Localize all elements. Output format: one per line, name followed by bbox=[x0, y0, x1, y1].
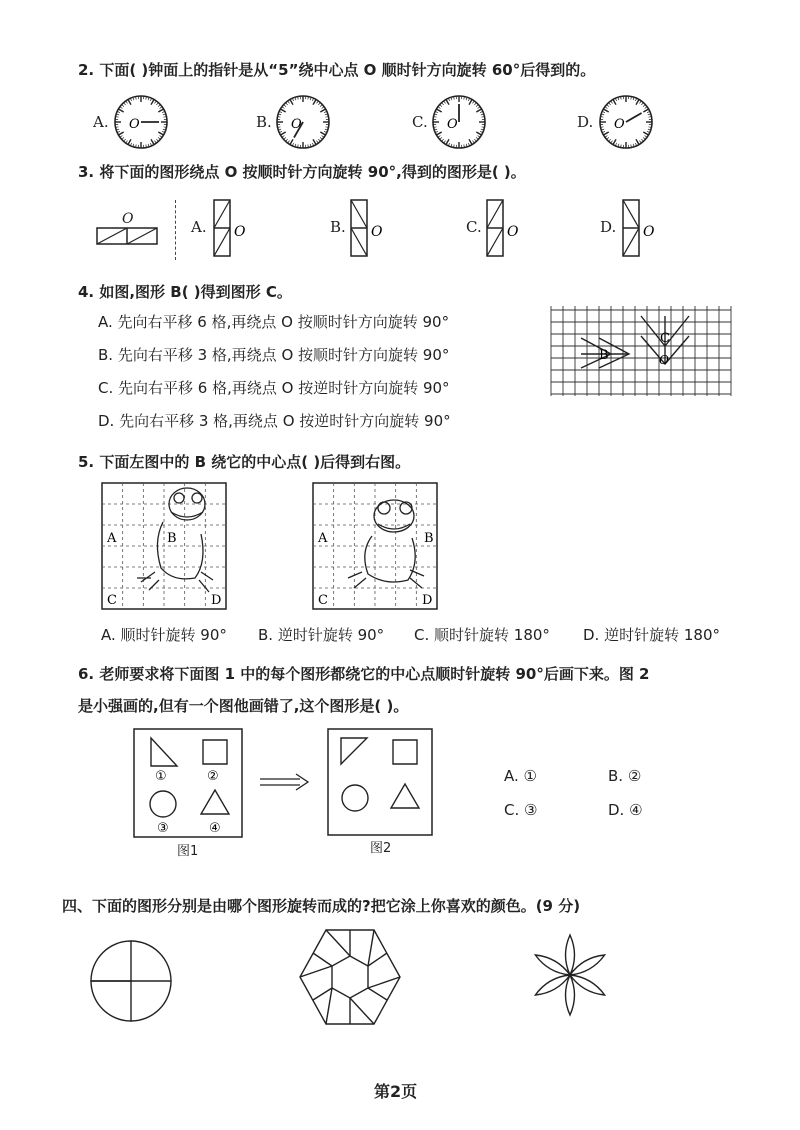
q2-option-a-label: A. bbox=[93, 113, 109, 131]
q2-stem: 2. 下面( )钟面上的指针是从“5”绕中心点 O 顺时针方向旋转 60°后得到的。 bbox=[78, 61, 596, 79]
clock-center-label: O bbox=[447, 117, 458, 132]
q3-option-b-figure[interactable] bbox=[349, 198, 385, 260]
q6-marker-2: ② bbox=[207, 769, 219, 784]
q6-option-a[interactable]: A. ① bbox=[504, 767, 537, 785]
q4-c-label: C bbox=[660, 331, 670, 346]
q6-figure-2 bbox=[327, 728, 433, 836]
clock-center-label: O bbox=[614, 117, 625, 132]
q3-option-d-figure[interactable] bbox=[621, 198, 657, 260]
q4-b-label: B bbox=[599, 348, 609, 363]
hexagon-pinwheel-figure[interactable] bbox=[296, 928, 404, 1026]
q3-option-a-figure[interactable] bbox=[212, 198, 248, 260]
q4-o-label: O bbox=[659, 353, 669, 367]
clock-hand bbox=[626, 113, 642, 122]
q4-option-c[interactable]: C. 先向右平移 6 格,再绕点 O 按逆时针方向旋转 90° bbox=[98, 379, 450, 397]
q5-option-c[interactable]: C. 顺时针旋转 180° bbox=[414, 626, 550, 644]
q3-option-c-figure[interactable] bbox=[485, 198, 521, 260]
q6-figure-1 bbox=[133, 728, 243, 838]
q2-option-c-label: C. bbox=[412, 113, 428, 131]
q4-option-d[interactable]: D. 先向右平移 3 格,再绕点 O 按逆时针方向旋转 90° bbox=[98, 412, 451, 430]
q5-right-label-c: C bbox=[318, 593, 328, 608]
svg-text:O: O bbox=[371, 224, 383, 240]
q3-option-a-label: A. bbox=[191, 218, 207, 236]
flower-figure[interactable] bbox=[530, 930, 610, 1020]
q6-marker-1: ① bbox=[155, 769, 167, 784]
page-number: 第2页 bbox=[374, 1082, 418, 1101]
q5-option-b[interactable]: B. 逆时针旋转 90° bbox=[258, 626, 385, 644]
section4-heading: 四、下面的图形分别是由哪个图形旋转而成的?把它涂上你喜欢的颜色。(9 分) bbox=[62, 897, 581, 915]
q6-stem-line2: 是小强画的,但有一个图他画错了,这个图形是( )。 bbox=[78, 697, 409, 715]
q2-option-b-label: B. bbox=[256, 113, 272, 131]
frog-icon-right bbox=[348, 500, 424, 588]
q6-marker-4: ④ bbox=[209, 821, 221, 836]
clock-c-icon[interactable] bbox=[430, 93, 488, 151]
q5-right-grid bbox=[312, 482, 438, 610]
q6-marker-3: ③ bbox=[157, 821, 169, 836]
q5-right-label-b: B bbox=[424, 531, 434, 546]
q6-fig1-caption: 图1 bbox=[177, 844, 199, 859]
q3-divider bbox=[175, 200, 176, 260]
clock-d-icon[interactable] bbox=[597, 93, 655, 151]
q5-stem: 5. 下面左图中的 B 绕它的中心点( )后得到右图。 bbox=[78, 453, 411, 471]
q5-left-label-d: D bbox=[211, 593, 222, 608]
clock-a-icon[interactable] bbox=[112, 93, 170, 151]
q5-option-d[interactable]: D. 逆时针旋转 180° bbox=[583, 626, 720, 644]
q3-option-b-label: B. bbox=[330, 218, 346, 236]
q6-option-d[interactable]: D. ④ bbox=[608, 801, 643, 819]
q5-left-grid bbox=[101, 482, 227, 610]
q3-option-c-label: C. bbox=[466, 218, 482, 236]
q6-option-c[interactable]: C. ③ bbox=[504, 801, 538, 819]
q5-right-label-a: A bbox=[318, 531, 328, 546]
clock-b-icon[interactable] bbox=[274, 93, 332, 151]
svg-text:O: O bbox=[234, 224, 246, 240]
q5-right-label-d: D bbox=[422, 593, 433, 608]
q4-option-b[interactable]: B. 先向右平移 3 格,再绕点 O 按顺时针方向旋转 90° bbox=[98, 346, 450, 364]
q3-stem: 3. 将下面的图形绕点 O 按顺时针方向旋转 90°,得到的图形是( )。 bbox=[78, 163, 526, 181]
q4-stem: 4. 如图,图形 B( )得到图形 C。 bbox=[78, 283, 292, 301]
clock-center-label: O bbox=[129, 117, 140, 132]
q5-left-label-c: C bbox=[107, 593, 117, 608]
q4-option-a[interactable]: A. 先向右平移 6 格,再绕点 O 按顺时针方向旋转 90° bbox=[98, 313, 450, 331]
q6-fig2-caption: 图2 bbox=[370, 841, 392, 856]
svg-text:O: O bbox=[507, 224, 519, 240]
q6-arrow-icon bbox=[258, 772, 312, 792]
q5-option-a[interactable]: A. 顺时针旋转 90° bbox=[101, 626, 227, 644]
q2-option-d-label: D. bbox=[577, 113, 594, 131]
pinwheel-figure[interactable] bbox=[85, 935, 177, 1027]
q6-option-b[interactable]: B. ② bbox=[608, 767, 642, 785]
svg-text:O: O bbox=[643, 224, 655, 240]
q5-left-label-b: B bbox=[167, 531, 177, 546]
clock-center-label: O bbox=[291, 117, 302, 132]
q6-stem-line1: 6. 老师要求将下面图 1 中的每个图形都绕它的中心点顺时针旋转 90°后画下来。图 2 bbox=[78, 665, 650, 683]
q5-left-label-a: A bbox=[107, 531, 117, 546]
q3-option-d-label: D. bbox=[600, 218, 617, 236]
q4-grid-figure bbox=[551, 306, 731, 398]
q3-o-label: O bbox=[122, 211, 134, 227]
